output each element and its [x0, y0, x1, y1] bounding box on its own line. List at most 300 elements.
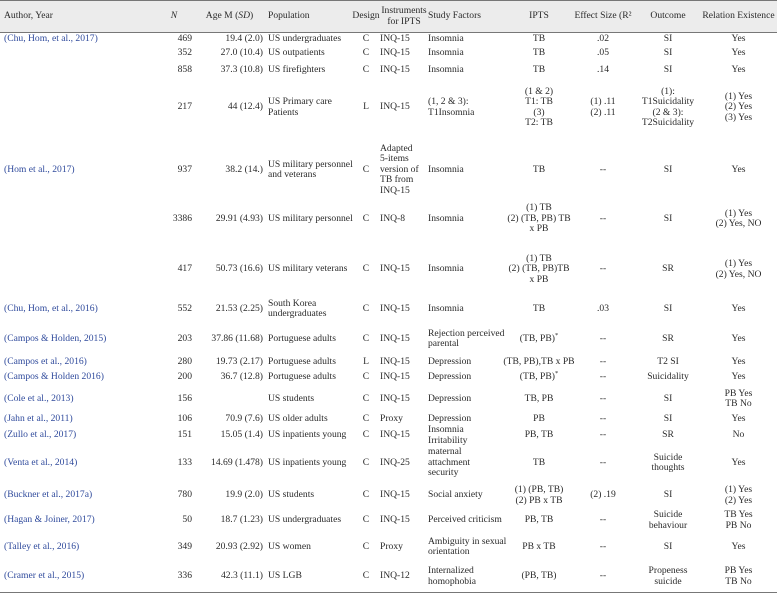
- row-3-relation: [700, 80, 777, 135]
- row-5-age-line: 29.91 (4.93): [215, 212, 263, 224]
- row-4-effect: [574, 135, 632, 205]
- header-outcome: [626, 1, 710, 32]
- row-3-effect-line: (2) .11: [590, 106, 616, 118]
- row-13-instrument: [380, 428, 428, 443]
- header-n: [156, 1, 192, 32]
- row-8-age-line: 37.86 (11.68): [211, 332, 263, 344]
- row-18-population: [268, 561, 361, 592]
- row-5-relation-line: (2) Yes, NO: [715, 218, 762, 229]
- row-15-instrument-line: INQ-15: [380, 489, 410, 501]
- header-n-line: N: [170, 10, 178, 22]
- row-5-relation: [700, 203, 777, 235]
- row-13-population-line: US inpatients young: [268, 429, 347, 441]
- row-16-instrument-line: INQ-15: [380, 514, 410, 526]
- row-6-relation-line: (1) Yes: [724, 258, 753, 269]
- row-15-ipts-line: (2) PB x TB: [515, 494, 563, 506]
- row-4-n: [156, 135, 192, 205]
- row-14-relation-line: Yes: [731, 456, 746, 468]
- row-8-effect-line: --: [599, 332, 607, 344]
- row-3-population-line: Patients: [268, 106, 299, 118]
- row-13-population: [268, 428, 361, 443]
- row-15-n-line: 780: [177, 489, 192, 501]
- row-7-factors-line: Insomnia: [428, 302, 464, 314]
- row-18-n: [156, 561, 192, 592]
- row-8-relation: [700, 325, 777, 353]
- header-outcome-line: Outcome: [650, 10, 686, 22]
- row-17-author-line: (Talley et al., 2016): [4, 540, 80, 552]
- row-13-n-line: 151: [177, 429, 192, 441]
- row-9-outcome-line: T2 SI: [657, 355, 679, 367]
- row-5-design-line: C: [362, 212, 370, 224]
- row-0-age: [196, 33, 263, 46]
- row-17-factors-line: Ambiguity in sexual: [428, 535, 507, 547]
- row-11-relation-line: TB No: [725, 398, 752, 409]
- row-12-age: [196, 412, 263, 426]
- row-5-ipts-line: x PB: [529, 223, 549, 235]
- row-17-outcome: [626, 535, 710, 559]
- row-9-effect-line: --: [599, 355, 607, 367]
- row-18-n-line: 336: [177, 570, 192, 582]
- row-1-age: [196, 47, 263, 59]
- row-15-relation: [700, 484, 777, 507]
- row-3-outcome: [626, 80, 710, 135]
- row-11-n: [156, 389, 192, 409]
- row-7-population-line: undergraduates: [268, 308, 327, 319]
- row-4-effect-line: --: [599, 163, 607, 175]
- header-relation-line: Relation Existence: [702, 10, 775, 22]
- row-5-design: [353, 203, 379, 235]
- row-12-relation-line: Yes: [731, 412, 746, 424]
- row-9-age: [196, 355, 263, 369]
- row-3-factors-line: T1Insomnia: [428, 106, 475, 118]
- row-14-n: [156, 444, 192, 482]
- row-15-instrument: [380, 484, 428, 507]
- row-3-n-line: 217: [177, 101, 192, 113]
- row-14-outcome-line: thoughts: [651, 462, 685, 473]
- row-1-ipts: [500, 47, 578, 59]
- row-2-age-line: 37.3 (10.8): [220, 63, 263, 75]
- row-1-design-line: C: [362, 46, 370, 58]
- row-16-design: [353, 508, 379, 533]
- row-8-effect: [574, 325, 632, 353]
- row-15-ipts-line: (1) (PB, TB): [514, 484, 564, 495]
- row-5-ipts-line: (2) (TB, PB) TB: [507, 212, 571, 224]
- header-design-line: Design: [352, 10, 380, 22]
- row-17-author: [4, 535, 154, 559]
- row-7-n-line: 552: [177, 302, 192, 314]
- row-10-outcome-line: Suicidality: [647, 370, 689, 382]
- row-4-factors-line: Insomnia: [428, 163, 464, 175]
- header-design: [353, 1, 379, 32]
- row-6-n-line: 417: [177, 263, 192, 275]
- row-3-outcome-line: T2Suicidality: [641, 117, 695, 128]
- row-6-instrument: [380, 252, 428, 287]
- row-16-relation-line: PB No: [725, 519, 752, 531]
- row-5-instrument: [380, 203, 428, 235]
- row-3-outcome-line: T1Suicidality: [641, 96, 695, 107]
- row-17-outcome-line: SI: [663, 540, 673, 552]
- row-3-age: [196, 80, 263, 135]
- row-10-design: [353, 370, 379, 384]
- row-6-n: [156, 252, 192, 287]
- row-4-age: [196, 135, 263, 205]
- header-ipts: [500, 1, 578, 32]
- row-4-instrument-line: INQ-15: [380, 184, 410, 196]
- row-0-ipts: [500, 33, 578, 46]
- row-15-author: [4, 484, 154, 507]
- row-13-outcome-line: SR: [662, 429, 674, 441]
- row-8-n-line: 203: [177, 332, 192, 344]
- row-9-relation-line: Yes: [731, 355, 746, 367]
- row-0-instrument: [380, 33, 428, 46]
- row-8-ipts: [500, 325, 578, 353]
- row-7-design-line: C: [362, 302, 370, 314]
- row-8-factors-line: parental: [428, 338, 459, 349]
- row-17-relation-line: Yes: [731, 540, 746, 552]
- row-9-ipts-line: (TB, PB),TB x PB: [503, 355, 575, 367]
- row-10-outcome: [626, 370, 710, 384]
- row-12-ipts: [500, 412, 578, 426]
- row-17-factors-line: orientation: [428, 546, 470, 557]
- row-9-design: [353, 355, 379, 369]
- row-8-population-line: Portuguese adults: [268, 332, 336, 344]
- row-15-population-line: US students: [268, 489, 315, 501]
- row-3-effect: [574, 80, 632, 135]
- row-18-ipts-line: (PB, TB): [521, 570, 557, 582]
- row-0-n: [156, 33, 192, 46]
- row-4-instrument-line: 5-items: [380, 153, 409, 165]
- row-18-factors-line: Internalized: [428, 565, 474, 576]
- row-16-age: [196, 508, 263, 533]
- row-12-design-line: C: [362, 412, 370, 424]
- row-7-effect-line: .03: [597, 302, 609, 314]
- row-9-author-line: (Campos et al., 2016): [4, 355, 87, 367]
- row-12-effect: [574, 412, 632, 426]
- row-18-design-line: C: [362, 570, 370, 582]
- row-6-population: [268, 252, 361, 287]
- row-3-outcome-line: (1):: [661, 85, 675, 97]
- row-5-factors-line: Insomnia: [428, 212, 464, 224]
- row-10-relation-line: Yes: [731, 370, 746, 382]
- row-16-ipts: [500, 508, 578, 533]
- row-2-ipts-line: TB: [532, 63, 546, 75]
- row-18-age: [196, 561, 263, 592]
- row-8-factors-line: Rejection perceived: [428, 327, 505, 339]
- row-9-relation: [700, 355, 777, 369]
- row-18-instrument: [380, 561, 428, 592]
- row-7-population-line: South Korea: [268, 297, 317, 309]
- row-4-author-line: (Hom et al., 2017): [4, 163, 75, 175]
- row-18-outcome-line: suicide: [654, 575, 682, 587]
- row-12-population-line: US older adults: [268, 412, 328, 424]
- header-instrument: [380, 1, 428, 32]
- row-13-ipts-line: PB, TB: [524, 429, 554, 441]
- row-9-instrument: [380, 355, 428, 369]
- row-13-ipts: [500, 428, 578, 443]
- row-12-relation: [700, 412, 777, 426]
- row-14-effect: [574, 444, 632, 482]
- row-10-design-line: C: [362, 370, 370, 382]
- row-7-age-line: 21.53 (2.25): [215, 302, 263, 314]
- row-0-relation: [700, 33, 777, 46]
- row-7-relation: [700, 298, 777, 320]
- row-12-effect-line: --: [599, 412, 607, 424]
- row-3-ipts-line: (1 & 2): [524, 85, 554, 97]
- row-11-author-line: (Cole et al., 2013): [4, 392, 74, 404]
- row-17-age-line: 20.93 (2.92): [215, 540, 263, 552]
- row-12-outcome-line: SI: [663, 412, 673, 424]
- row-17-design: [353, 535, 379, 559]
- row-6-factors-line: Insomnia: [428, 263, 464, 275]
- row-7-population: [268, 298, 361, 320]
- row-16-factors-line: Perceived criticism: [428, 514, 502, 526]
- row-3-relation-line: (2) Yes: [724, 101, 753, 113]
- row-1-factors-line: Insomnia: [428, 46, 464, 58]
- row-6-outcome: [626, 252, 710, 287]
- header-ipts-line: IPTS: [529, 10, 549, 22]
- row-15-population: [268, 484, 361, 507]
- row-16-relation: [700, 508, 777, 533]
- row-11-author: [4, 389, 154, 409]
- row-18-outcome-line: Propeness: [648, 565, 688, 576]
- header-instrument-line: for IPTS: [387, 15, 421, 27]
- row-8-ipts-line: (TB, PB)*: [519, 331, 559, 344]
- row-10-instrument: [380, 370, 428, 384]
- row-16-effect: [574, 508, 632, 533]
- asterisk-note: *: [554, 369, 559, 377]
- row-13-instrument-line: INQ-15: [380, 429, 410, 441]
- row-5-population-line: US military personnel: [268, 212, 353, 224]
- row-3-design-line: L: [363, 101, 369, 113]
- row-6-outcome-line: SR: [662, 263, 674, 275]
- row-8-age: [196, 325, 263, 353]
- row-15-design: [353, 484, 379, 507]
- row-16-relation-line: TB Yes: [724, 509, 753, 520]
- row-12-n-line: 106: [177, 412, 192, 424]
- row-17-instrument: [380, 535, 428, 559]
- row-17-ipts: [500, 535, 578, 559]
- row-3-population-line: US Primary care: [268, 96, 332, 107]
- row-4-outcome-line: SI: [663, 163, 673, 175]
- row-5-effect: [574, 203, 632, 235]
- row-11-effect-line: --: [599, 392, 607, 404]
- row-0-instrument-line: INQ-15: [380, 33, 410, 45]
- row-5-n-line: 3386: [172, 212, 192, 224]
- row-16-n: [156, 508, 192, 533]
- row-11-relation: [700, 389, 777, 409]
- row-12-author-line: (Jahn et al., 2011): [4, 412, 73, 424]
- row-17-relation: [700, 535, 777, 559]
- row-14-outcome-line: Suicide: [653, 451, 683, 463]
- row-5-ipts: [500, 203, 578, 235]
- row-2-age: [196, 63, 263, 77]
- row-4-author: [4, 135, 154, 205]
- row-16-population: [268, 508, 361, 533]
- row-2-design: [353, 63, 379, 77]
- row-18-relation-line: TB No: [725, 575, 752, 587]
- row-4-ipts-line: TB: [532, 163, 546, 175]
- row-10-ipts-line: (TB, PB)*: [519, 369, 559, 382]
- row-10-effect: [574, 370, 632, 384]
- row-14-design: [353, 444, 379, 482]
- row-10-effect-line: --: [599, 370, 607, 382]
- row-10-ipts: [500, 370, 578, 384]
- row-6-ipts: [500, 252, 578, 287]
- row-13-age: [196, 428, 263, 443]
- row-2-effect: [574, 63, 632, 77]
- row-13-author: [4, 428, 154, 443]
- row-0-effect-line: .02: [597, 33, 609, 45]
- row-2-design-line: C: [362, 63, 370, 75]
- row-0-population-line: US undergraduates: [268, 33, 342, 45]
- row-13-author-line: (Zullo et al., 2017): [4, 429, 77, 441]
- row-1-relation-line: Yes: [731, 46, 746, 58]
- row-13-design: [353, 428, 379, 443]
- header-factors-line: Study Factors: [428, 10, 482, 22]
- row-16-outcome: [626, 508, 710, 533]
- row-17-design-line: C: [362, 540, 370, 552]
- row-0-outcome-line: SI: [663, 33, 673, 45]
- row-13-n: [156, 428, 192, 443]
- row-8-n: [156, 325, 192, 353]
- row-8-instrument-line: INQ-15: [380, 332, 410, 344]
- row-14-age-line: 14.69 (1.478): [211, 456, 263, 468]
- row-12-age-line: 70.9 (7.6): [225, 412, 263, 424]
- row-13-outcome: [626, 428, 710, 443]
- row-7-ipts-line: TB: [532, 302, 546, 314]
- row-4-instrument-line: TB from: [380, 174, 414, 186]
- header-age-line: Age M (SD): [205, 10, 254, 22]
- row-9-n-line: 280: [177, 355, 192, 367]
- row-7-author: [4, 298, 154, 320]
- row-1-outcome-line: SI: [663, 46, 673, 58]
- row-10-author: [4, 370, 154, 384]
- row-2-relation-line: Yes: [731, 63, 746, 75]
- row-7-n: [156, 298, 192, 320]
- row-17-population-line: US women: [268, 540, 311, 552]
- row-15-relation-line: (2) Yes: [724, 494, 753, 506]
- row-6-ipts-line: (1) TB: [526, 252, 552, 264]
- row-3-relation-line: (3) Yes: [724, 111, 753, 123]
- row-6-effect-line: --: [599, 263, 607, 275]
- row-0-age-line: 19.4 (2.0): [225, 33, 263, 45]
- row-4-age-line: 38.2 (14.): [225, 163, 263, 175]
- row-12-population: [268, 412, 361, 426]
- row-8-instrument: [380, 325, 428, 353]
- row-0-ipts-line: TB: [532, 33, 546, 45]
- row-13-effect-line: --: [599, 429, 607, 441]
- header-author: [4, 1, 154, 32]
- row-14-author-line: (Venta et al., 2014): [4, 456, 78, 468]
- row-1-n-line: 352: [177, 46, 192, 58]
- row-1-population-line: US outpatients: [268, 46, 325, 58]
- row-7-instrument: [380, 298, 428, 320]
- row-0-population: [268, 33, 361, 46]
- row-3-ipts-line: T1: TB: [525, 96, 553, 107]
- row-15-n: [156, 484, 192, 507]
- row-12-instrument: [380, 412, 428, 426]
- row-18-effect: [574, 561, 632, 592]
- row-8-design-line: C: [362, 332, 370, 344]
- row-17-ipts-line: PB x TB: [522, 540, 556, 552]
- row-3-age-line: 44 (12.4): [227, 101, 263, 113]
- row-7-outcome: [626, 298, 710, 320]
- row-12-factors-line: Depression: [428, 412, 472, 424]
- row-11-outcome: [626, 389, 710, 409]
- row-4-population: [268, 135, 361, 205]
- row-10-age-line: 36.7 (12.8): [220, 370, 263, 382]
- row-3-ipts-line: (3): [533, 106, 545, 118]
- row-5-age: [196, 203, 263, 235]
- row-7-outcome-line: SI: [663, 302, 673, 314]
- row-9-instrument-line: INQ-15: [380, 355, 410, 367]
- row-13-effect: [574, 428, 632, 443]
- row-4-n-line: 937: [177, 163, 192, 175]
- row-14-factors-line: security: [428, 467, 459, 479]
- row-13-relation: [700, 428, 777, 443]
- row-7-effect: [574, 298, 632, 320]
- row-14-population-line: US inpatients young: [268, 456, 347, 468]
- row-4-design: [353, 135, 379, 205]
- row-5-n: [156, 203, 192, 235]
- row-1-instrument: [380, 47, 428, 59]
- row-14-population: [268, 444, 361, 482]
- row-16-instrument: [380, 508, 428, 533]
- row-10-population: [268, 370, 361, 384]
- row-2-ipts: [500, 63, 578, 77]
- row-14-ipts-line: TB: [532, 456, 546, 468]
- row-16-n-line: 50: [182, 514, 192, 526]
- row-6-design-line: C: [362, 263, 370, 275]
- row-0-effect: [574, 33, 632, 46]
- row-4-relation: [700, 135, 777, 205]
- row-1-ipts-line: TB: [532, 46, 546, 58]
- row-15-age: [196, 484, 263, 507]
- row-1-population: [268, 47, 361, 59]
- row-11-effect: [574, 389, 632, 409]
- row-13-age-line: 15.05 (1.4): [220, 429, 263, 441]
- row-4-population-line: US military personnel: [268, 158, 353, 170]
- row-18-population-line: US LGB: [268, 570, 302, 582]
- row-18-author: [4, 561, 154, 592]
- row-11-instrument-line: INQ-15: [380, 392, 410, 404]
- row-13-factors-line: Insomnia: [428, 424, 464, 435]
- row-17-instrument-line: Proxy: [380, 540, 403, 552]
- row-8-outcome: [626, 325, 710, 353]
- row-15-factors-line: Social anxiety: [428, 489, 483, 501]
- row-9-author: [4, 355, 154, 369]
- row-4-design-line: C: [362, 163, 370, 175]
- row-13-relation-line: No: [732, 429, 745, 441]
- row-3-relation-line: (1) Yes: [724, 90, 753, 102]
- row-11-design-line: C: [362, 392, 370, 404]
- row-0-outcome: [626, 33, 710, 46]
- row-4-outcome: [626, 135, 710, 205]
- row-11-outcome-line: SI: [663, 392, 673, 404]
- row-1-design: [353, 47, 379, 59]
- row-18-relation-line: PB Yes: [724, 565, 753, 576]
- row-1-effect: [574, 47, 632, 59]
- row-5-effect-line: --: [599, 212, 607, 224]
- row-2-population: [268, 63, 361, 77]
- row-8-relation-line: Yes: [731, 332, 746, 344]
- row-8-outcome-line: SR: [662, 332, 674, 344]
- row-10-n: [156, 370, 192, 384]
- row-1-relation: [700, 47, 777, 59]
- row-3-ipts: [500, 80, 578, 135]
- row-0-design-line: C: [362, 33, 370, 45]
- row-12-instrument-line: Proxy: [380, 412, 403, 424]
